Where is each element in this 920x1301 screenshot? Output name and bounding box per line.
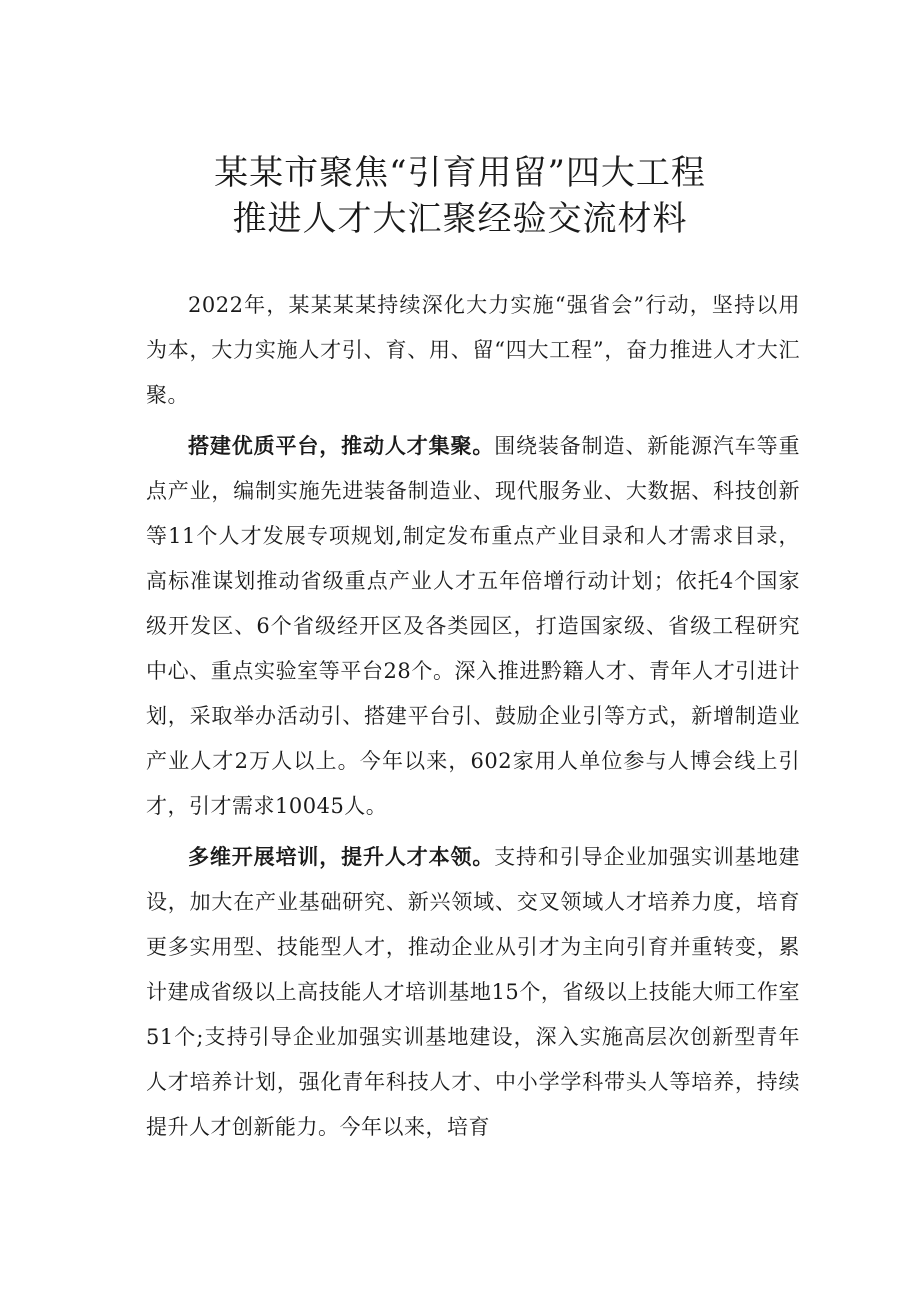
section-text-platform: 围绕装备制造、新能源汽车等重点产业，编制实施先进装备制造业、现代服务业、大数据、科技创新等11个人才发展专项规划,制定发布重点产业目录和人才需求目录，高标准谋划推动省级重点产业人才五年倍增行动计划；依托4个国家级开发区、6个省级经开区及各类园区，打造国家级、省级工程研究中心、重点实验室等平台28个。深入推进黔籍人才、青年人才引进计划，采取举办活动引、搭建平台引、鼓励企业引等方式，新增制造业产业人才2万人以上。今年以来，602家用人单位参与人博会线上引才，引才需求10045人。 xyxy=(146,434,801,818)
intro-paragraph: 2022年，某某某某持续深化大力实施“强省会”行动，坚持以用为本，大力实施人才引、育、用、留“四大工程”，奋力推进人才大汇聚。 xyxy=(146,293,800,407)
section-heading-training: 多维开展培训，提升人才本领。 xyxy=(188,845,495,869)
section-paragraph-platform xyxy=(146,424,800,829)
document-title xyxy=(0,150,920,242)
title-line-2: 推进人才大汇聚经验交流材料 xyxy=(232,199,688,239)
title-line-1: 某某市聚焦“引育用留”四大工程 xyxy=(214,153,706,193)
section-text-training: 支持和引导企业加强实训基地建设，加大在产业基础研究、新兴领域、交叉领域人才培养力度，培育更多实用型、技能型人才，推动企业从引才为主向引育并重转变，累计建成省级以上高技能人才培训基地15个，省级以上技能大师工作室51个;支持引导企业加强实训基地建设，深入实施高层次创新型青年人才培养计划，强化青年科技人才、中小学学科带头人等培养，持续提升人才创新能力。今年以来，培育 xyxy=(146,845,801,1139)
section-heading-platform: 搭建优质平台，推动人才集聚。 xyxy=(188,434,495,458)
section-paragraph-training xyxy=(146,835,800,1150)
document-body xyxy=(146,283,800,1156)
